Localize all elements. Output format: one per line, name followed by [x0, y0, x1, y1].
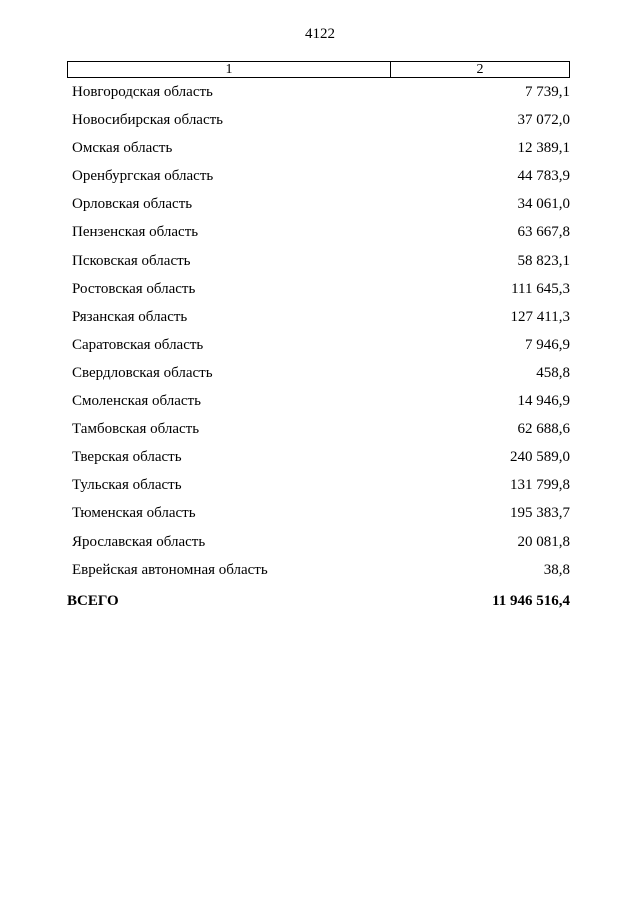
region-value: 44 783,9 [517, 168, 570, 185]
region-value: 7 946,9 [525, 336, 570, 353]
table-row [67, 365, 570, 393]
region-name: Еврейская автономная область [72, 561, 268, 578]
column-header-1: 1 [68, 62, 391, 77]
region-value: 240 589,0 [510, 449, 570, 466]
table-row [67, 196, 570, 224]
table-row [67, 421, 570, 449]
region-name: Рязанская область [72, 308, 188, 325]
total-label: ВСЕГО [67, 593, 119, 609]
region-name: Омская область [72, 140, 173, 157]
table-row [67, 534, 570, 562]
region-value: 458,8 [536, 364, 570, 381]
region-value: 111 645,3 [511, 280, 570, 297]
region-value: 127 411,3 [510, 308, 570, 325]
region-value: 131 799,8 [510, 477, 570, 494]
region-name: Новгородская область [72, 84, 213, 100]
region-name: Тверская область [72, 449, 182, 466]
region-name: Тамбовская область [72, 421, 200, 438]
region-name: Орловская область [72, 196, 193, 213]
region-value: 34 061,0 [517, 196, 570, 213]
region-name: Псковская область [72, 252, 191, 269]
region-name: Тульская область [72, 477, 182, 494]
table-row [67, 449, 570, 477]
region-value: 63 667,8 [517, 224, 570, 241]
table-row [67, 562, 570, 590]
table-row [67, 84, 570, 112]
region-value: 14 946,9 [517, 393, 570, 410]
table-row [67, 477, 570, 505]
table-row [67, 112, 570, 140]
region-name: Саратовская область [72, 336, 204, 353]
column-header-2: 2 [476, 62, 484, 77]
region-name: Тюменская область [72, 505, 196, 522]
region-value: 58 823,1 [517, 252, 570, 269]
region-name: Свердловская область [72, 364, 213, 381]
table-row [67, 140, 570, 168]
region-name: Оренбургская область [72, 168, 214, 185]
region-name: Ростовская область [72, 280, 196, 297]
region-value: 62 688,6 [517, 421, 570, 438]
region-value: 195 383,7 [510, 505, 570, 522]
region-value: 20 081,8 [517, 533, 570, 550]
region-name: Ярославская область [72, 533, 206, 550]
region-value: 38,8 [543, 561, 570, 578]
table-row [67, 168, 570, 196]
table-row [67, 337, 570, 365]
table-row [67, 309, 570, 337]
table-row [67, 281, 570, 309]
region-value: 12 389,1 [517, 140, 570, 157]
table-column-header [67, 61, 570, 78]
region-name: Новосибирская область [72, 112, 224, 129]
region-name: Смоленская область [72, 393, 201, 410]
region-name: Пензенская область [72, 224, 199, 241]
table-row [67, 393, 570, 421]
total-value: 11 946 516,4 [492, 593, 570, 609]
table-body [67, 84, 570, 590]
table-row [67, 224, 570, 252]
region-value: 7 739,1 [525, 84, 570, 100]
table-row [67, 505, 570, 533]
page-number: 4122 [305, 26, 335, 42]
table-row [67, 253, 570, 281]
region-value: 37 072,0 [517, 112, 570, 129]
